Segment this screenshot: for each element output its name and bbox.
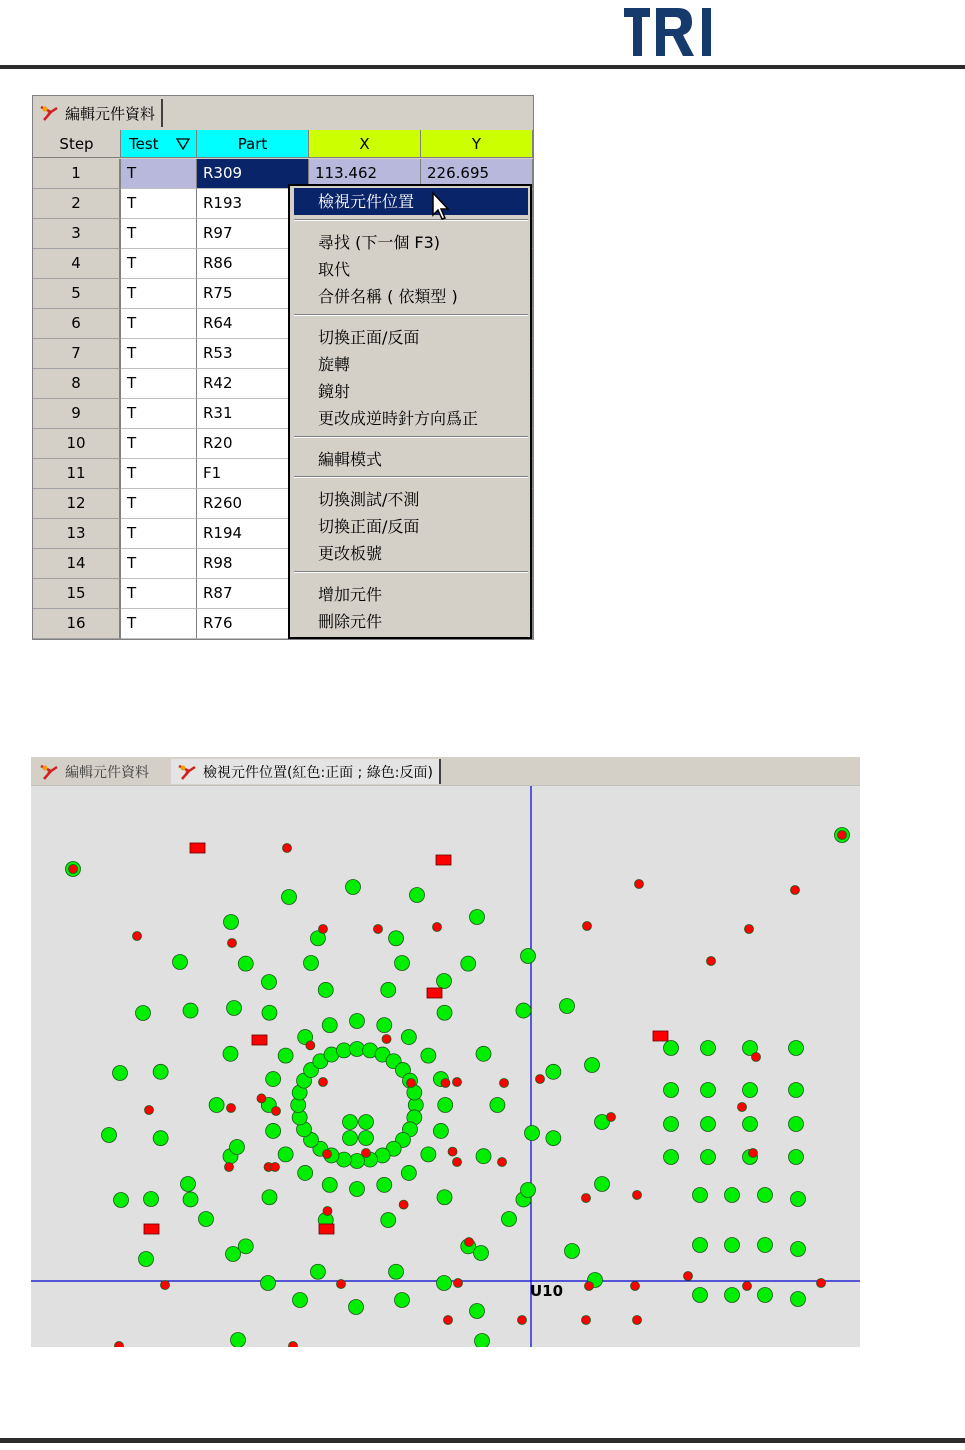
menu-separator	[294, 571, 528, 573]
cell-step[interactable]: 11	[33, 459, 121, 489]
cell-x[interactable]: 113.462	[309, 159, 421, 189]
back-pad[interactable]	[199, 1212, 214, 1227]
back-pad[interactable]	[350, 1042, 365, 1057]
back-pad[interactable]	[304, 956, 319, 971]
cell-step[interactable]: 5	[33, 279, 121, 309]
back-pad[interactable]	[437, 1276, 452, 1291]
back-pad[interactable]	[521, 949, 536, 964]
front-pad[interactable]	[323, 1150, 332, 1159]
front-pad[interactable]	[448, 1147, 457, 1156]
back-pad[interactable]	[278, 1147, 293, 1162]
back-pad[interactable]	[758, 1188, 773, 1203]
back-pad[interactable]	[546, 1131, 561, 1146]
back-pad[interactable]	[461, 956, 476, 971]
column-header-test[interactable]	[121, 130, 197, 158]
column-test-label: Test	[129, 135, 159, 153]
cell-step[interactable]: 13	[33, 519, 121, 549]
tab-bar	[33, 96, 533, 130]
edit-component-window	[32, 95, 534, 640]
menu-item[interactable]: 合併名稱 ( 依類型 )	[318, 287, 458, 306]
cell-test[interactable]: T	[121, 579, 197, 609]
back-pad[interactable]	[183, 1003, 198, 1018]
back-pad[interactable]	[664, 1041, 679, 1056]
tab-bar-2	[31, 757, 860, 786]
back-pad[interactable]	[470, 910, 485, 925]
cell-test[interactable]: T	[121, 309, 197, 339]
front-pad[interactable]	[227, 1104, 236, 1113]
app-tab-icon	[39, 104, 59, 122]
front-pad[interactable]	[498, 1158, 507, 1167]
front-rect-pad[interactable]	[190, 843, 205, 853]
back-pad[interactable]	[278, 1048, 293, 1063]
cell-step[interactable]: 3	[33, 219, 121, 249]
front-rect-pad[interactable]	[427, 988, 442, 998]
tab-label: 編輯元件資料	[65, 104, 156, 123]
back-pad[interactable]	[560, 999, 575, 1014]
back-pad[interactable]	[743, 1117, 758, 1132]
front-pad[interactable]	[319, 925, 328, 934]
back-pad[interactable]	[343, 1115, 358, 1130]
back-pad[interactable]	[153, 1131, 168, 1146]
grid-header	[33, 130, 533, 159]
cell-part[interactable]: R75	[197, 279, 309, 309]
front-pad[interactable]	[433, 923, 442, 932]
back-pad[interactable]	[113, 1066, 128, 1081]
front-pad[interactable]	[582, 1194, 591, 1203]
back-pad[interactable]	[401, 1165, 416, 1180]
back-pad[interactable]	[262, 1005, 277, 1020]
back-pad[interactable]	[789, 1150, 804, 1165]
menu-item[interactable]: 更改成逆時針方向爲正	[318, 409, 479, 428]
front-pad[interactable]	[752, 1053, 761, 1062]
front-pad[interactable]	[707, 957, 716, 966]
back-pad[interactable]	[595, 1177, 610, 1192]
front-pad[interactable]	[582, 1316, 591, 1325]
back-pad[interactable]	[350, 1182, 365, 1197]
front-rect-pad[interactable]	[252, 1035, 267, 1045]
front-pad[interactable]	[69, 865, 78, 874]
cell-test[interactable]: T	[121, 399, 197, 429]
back-pad[interactable]	[490, 1098, 505, 1113]
front-pad[interactable]	[272, 1107, 281, 1116]
front-pad[interactable]	[161, 1281, 170, 1290]
back-pad[interactable]	[173, 955, 188, 970]
front-pad[interactable]	[518, 1316, 527, 1325]
back-pad[interactable]	[438, 1098, 453, 1113]
front-rect-pad[interactable]	[144, 1224, 159, 1234]
cell-test[interactable]: T	[121, 519, 197, 549]
back-pad[interactable]	[343, 1131, 358, 1146]
cell-test[interactable]: T	[121, 549, 197, 579]
back-pad[interactable]	[381, 1213, 396, 1228]
cell-test[interactable]: T	[121, 189, 197, 219]
back-pad[interactable]	[437, 974, 452, 989]
front-pad[interactable]	[583, 922, 592, 931]
front-pad[interactable]	[453, 1158, 462, 1167]
front-pad[interactable]	[838, 831, 847, 840]
tab-label: 檢視元件位置(紅色:正面 ; 綠色:反面)	[203, 764, 433, 781]
back-pad[interactable]	[743, 1083, 758, 1098]
front-pad[interactable]	[407, 1079, 416, 1088]
tab-label: 編輯元件資料	[65, 764, 149, 781]
back-pad[interactable]	[350, 1014, 365, 1029]
back-pad[interactable]	[377, 1018, 392, 1033]
back-pad[interactable]	[318, 982, 333, 997]
cell-step[interactable]: 8	[33, 369, 121, 399]
front-pad[interactable]	[337, 1280, 346, 1289]
back-pad[interactable]	[231, 1333, 246, 1348]
back-pad[interactable]	[470, 1304, 485, 1319]
front-pad[interactable]	[607, 1113, 616, 1122]
cell-test[interactable]: T	[121, 279, 197, 309]
back-pad[interactable]	[377, 1177, 392, 1192]
back-pad[interactable]	[475, 1334, 490, 1348]
menu-item[interactable]: 取代	[318, 260, 351, 279]
back-pad[interactable]	[230, 1140, 245, 1155]
back-pad[interactable]	[701, 1083, 716, 1098]
back-pad[interactable]	[502, 1212, 517, 1227]
back-pad[interactable]	[474, 1246, 489, 1261]
cell-part[interactable]: R20	[197, 429, 309, 459]
menu-item[interactable]: 旋轉	[318, 355, 351, 374]
back-pad[interactable]	[725, 1238, 740, 1253]
back-pad[interactable]	[322, 1177, 337, 1192]
back-pad[interactable]	[136, 1006, 151, 1021]
column-header-step[interactable]: Step	[33, 130, 121, 158]
tab-edit-component[interactable]	[33, 99, 163, 127]
back-pad[interactable]	[421, 1048, 436, 1063]
back-pad[interactable]	[389, 1264, 404, 1279]
filter-triangle-icon[interactable]	[176, 138, 190, 150]
front-pad[interactable]	[257, 1094, 266, 1103]
back-pad[interactable]	[139, 1252, 154, 1267]
cell-part[interactable]: R42	[197, 369, 309, 399]
bottom-rule	[0, 1438, 965, 1443]
cell-step[interactable]: 4	[33, 249, 121, 279]
cell-part[interactable]: R260	[197, 489, 309, 519]
back-pad[interactable]	[266, 1072, 281, 1087]
view-component-window	[31, 757, 860, 1347]
cell-test[interactable]: T	[121, 429, 197, 459]
front-pad[interactable]	[684, 1272, 693, 1281]
mouse-pointer-icon	[431, 191, 453, 221]
front-pad[interactable]	[536, 1075, 545, 1084]
context-menu	[288, 184, 532, 639]
back-pad[interactable]	[395, 956, 410, 971]
cell-part[interactable]: R87	[197, 579, 309, 609]
back-pad[interactable]	[664, 1150, 679, 1165]
cell-part[interactable]: R86	[197, 249, 309, 279]
front-pad[interactable]	[791, 886, 800, 895]
cell-part[interactable]: R193	[197, 189, 309, 219]
tri-logo	[622, 4, 722, 58]
column-header-y[interactable]: Y	[421, 130, 533, 158]
app-tab-icon	[39, 763, 59, 781]
front-pad[interactable]	[453, 1078, 462, 1087]
front-pad[interactable]	[465, 1238, 474, 1247]
front-pad[interactable]	[399, 1200, 408, 1209]
back-pad[interactable]	[693, 1288, 708, 1303]
back-pad[interactable]	[114, 1193, 129, 1208]
app-tab-icon	[177, 763, 197, 781]
front-pad[interactable]	[115, 1342, 124, 1348]
front-pad[interactable]	[382, 1035, 391, 1044]
back-pad[interactable]	[725, 1188, 740, 1203]
back-pad[interactable]	[395, 1293, 410, 1308]
back-pad[interactable]	[410, 888, 425, 903]
back-pad[interactable]	[476, 1149, 491, 1164]
back-pad[interactable]	[238, 956, 253, 971]
menu-item[interactable]: 切換測試/不測	[318, 490, 420, 509]
front-pad[interactable]	[500, 1079, 509, 1088]
back-pad[interactable]	[437, 1190, 452, 1205]
cell-part[interactable]: F1	[197, 459, 309, 489]
back-pad[interactable]	[183, 1192, 198, 1207]
back-pad[interactable]	[359, 1131, 374, 1146]
back-pad[interactable]	[516, 1003, 531, 1018]
front-rect-pad[interactable]	[436, 855, 451, 865]
menu-item[interactable]: 尋找 (下一個 F3)	[318, 233, 441, 252]
cell-part[interactable]: R31	[197, 399, 309, 429]
front-pad[interactable]	[633, 1191, 642, 1200]
back-pad[interactable]	[437, 1005, 452, 1020]
front-pad[interactable]	[228, 939, 237, 948]
column-header-x[interactable]: X	[309, 130, 421, 158]
menu-separator	[294, 436, 528, 438]
top-rule	[0, 65, 965, 69]
back-pad[interactable]	[336, 1043, 351, 1058]
menu-item[interactable]: 切換正面/反面	[318, 328, 420, 347]
back-pad[interactable]	[346, 880, 361, 895]
cell-step[interactable]: 16	[33, 609, 121, 639]
cell-test[interactable]: T	[121, 369, 197, 399]
back-pad[interactable]	[421, 1147, 436, 1162]
front-pad[interactable]	[374, 925, 383, 934]
front-pad[interactable]	[145, 1106, 154, 1115]
back-pad[interactable]	[389, 931, 404, 946]
cell-test[interactable]: T	[121, 159, 197, 189]
cell-test[interactable]: T	[121, 339, 197, 369]
front-rect-pad[interactable]	[319, 1224, 334, 1234]
cell-step[interactable]: 14	[33, 549, 121, 579]
crosshair-label: U10	[530, 1282, 564, 1300]
board-canvas[interactable]	[31, 786, 860, 1347]
front-pad[interactable]	[271, 1163, 280, 1172]
back-pad[interactable]	[758, 1238, 773, 1253]
cell-step[interactable]: 1	[33, 159, 121, 189]
front-pad[interactable]	[283, 844, 292, 853]
back-pad[interactable]	[401, 1030, 416, 1045]
back-pad[interactable]	[224, 915, 239, 930]
front-pad[interactable]	[454, 1279, 463, 1288]
back-pad[interactable]	[546, 1064, 561, 1079]
cell-test[interactable]: T	[121, 219, 197, 249]
back-pad[interactable]	[282, 890, 297, 905]
back-pad[interactable]	[701, 1117, 716, 1132]
front-pad[interactable]	[635, 880, 644, 889]
back-pad[interactable]	[521, 1183, 536, 1198]
back-pad[interactable]	[261, 1276, 276, 1291]
front-pad[interactable]	[362, 1149, 371, 1158]
back-pad[interactable]	[359, 1115, 374, 1130]
back-pad[interactable]	[725, 1288, 740, 1303]
back-pad[interactable]	[664, 1117, 679, 1132]
cell-part[interactable]: R64	[197, 309, 309, 339]
back-pad[interactable]	[791, 1192, 806, 1207]
back-pad[interactable]	[298, 1165, 313, 1180]
front-pad[interactable]	[441, 1079, 450, 1088]
back-pad[interactable]	[266, 1123, 281, 1138]
front-pad[interactable]	[817, 1279, 826, 1288]
back-pad[interactable]	[293, 1293, 308, 1308]
cell-part[interactable]: R97	[197, 219, 309, 249]
back-pad[interactable]	[381, 982, 396, 997]
menu-separator	[294, 476, 528, 478]
back-pad[interactable]	[525, 1126, 540, 1141]
back-pad[interactable]	[791, 1292, 806, 1307]
back-pad[interactable]	[789, 1041, 804, 1056]
front-pad[interactable]	[319, 1078, 328, 1087]
front-pad[interactable]	[306, 1041, 315, 1050]
front-rect-pad[interactable]	[653, 1031, 668, 1041]
front-pad[interactable]	[738, 1103, 747, 1112]
back-pad[interactable]	[262, 1190, 277, 1205]
back-pad[interactable]	[664, 1083, 679, 1098]
menu-item[interactable]: 更改板號	[318, 544, 383, 563]
cell-y[interactable]: 226.695	[421, 159, 533, 189]
front-pad[interactable]	[631, 1282, 640, 1291]
front-pad[interactable]	[749, 1149, 758, 1158]
back-pad[interactable]	[262, 975, 277, 990]
front-pad[interactable]	[444, 1316, 453, 1325]
menu-item[interactable]: 刪除元件	[318, 612, 383, 631]
menu-item[interactable]: 增加元件	[318, 585, 383, 604]
back-pad[interactable]	[226, 1247, 241, 1262]
back-pad[interactable]	[433, 1123, 448, 1138]
tab-view-position[interactable]	[171, 759, 441, 784]
back-pad[interactable]	[227, 1001, 242, 1016]
cell-test[interactable]: T	[121, 489, 197, 519]
back-pad[interactable]	[565, 1244, 580, 1259]
front-pad[interactable]	[289, 1342, 298, 1348]
front-pad[interactable]	[225, 1163, 234, 1172]
front-pad[interactable]	[745, 925, 754, 934]
back-pad[interactable]	[701, 1150, 716, 1165]
menu-item[interactable]: 檢視元件位置	[294, 188, 528, 215]
back-pad[interactable]	[789, 1117, 804, 1132]
cell-step[interactable]: 2	[33, 189, 121, 219]
cell-part[interactable]: R309	[197, 159, 309, 189]
menu-item[interactable]: 鏡射	[318, 382, 351, 401]
cell-test[interactable]: T	[121, 609, 197, 639]
cell-step[interactable]: 15	[33, 579, 121, 609]
back-pad[interactable]	[102, 1128, 117, 1143]
back-pad[interactable]	[476, 1046, 491, 1061]
back-pad[interactable]	[789, 1083, 804, 1098]
back-pad[interactable]	[209, 1098, 224, 1113]
front-pad[interactable]	[743, 1282, 752, 1291]
menu-item[interactable]: 編輯模式	[318, 450, 383, 469]
back-pad[interactable]	[693, 1238, 708, 1253]
front-pad[interactable]	[323, 1206, 332, 1215]
front-pad[interactable]	[585, 1282, 594, 1291]
back-pad[interactable]	[153, 1064, 168, 1079]
back-pad[interactable]	[693, 1188, 708, 1203]
cell-step[interactable]: 7	[33, 339, 121, 369]
back-pad[interactable]	[223, 1046, 238, 1061]
cell-step[interactable]: 6	[33, 309, 121, 339]
cell-part[interactable]: R53	[197, 339, 309, 369]
back-pad[interactable]	[144, 1192, 159, 1207]
back-pad[interactable]	[585, 1058, 600, 1073]
back-pad[interactable]	[791, 1242, 806, 1257]
cell-step[interactable]: 9	[33, 399, 121, 429]
cell-test[interactable]: T	[121, 249, 197, 279]
back-pad[interactable]	[701, 1041, 716, 1056]
cell-step[interactable]: 10	[33, 429, 121, 459]
cell-part[interactable]: R76	[197, 609, 309, 639]
back-pad[interactable]	[310, 1264, 325, 1279]
front-pad[interactable]	[133, 932, 142, 941]
back-pad[interactable]	[322, 1018, 337, 1033]
column-header-part[interactable]: Part	[197, 130, 309, 158]
back-pad[interactable]	[349, 1300, 364, 1315]
menu-separator	[294, 219, 528, 221]
menu-item[interactable]: 切換正面/反面	[318, 517, 420, 536]
menu-separator	[294, 314, 528, 316]
cell-part[interactable]: R194	[197, 519, 309, 549]
back-pad[interactable]	[181, 1177, 196, 1192]
cell-test[interactable]: T	[121, 459, 197, 489]
front-pad[interactable]	[633, 1316, 642, 1325]
cell-part[interactable]: R98	[197, 549, 309, 579]
cell-step[interactable]: 12	[33, 489, 121, 519]
back-pad[interactable]	[758, 1288, 773, 1303]
tab-edit-component-2[interactable]	[39, 759, 149, 784]
